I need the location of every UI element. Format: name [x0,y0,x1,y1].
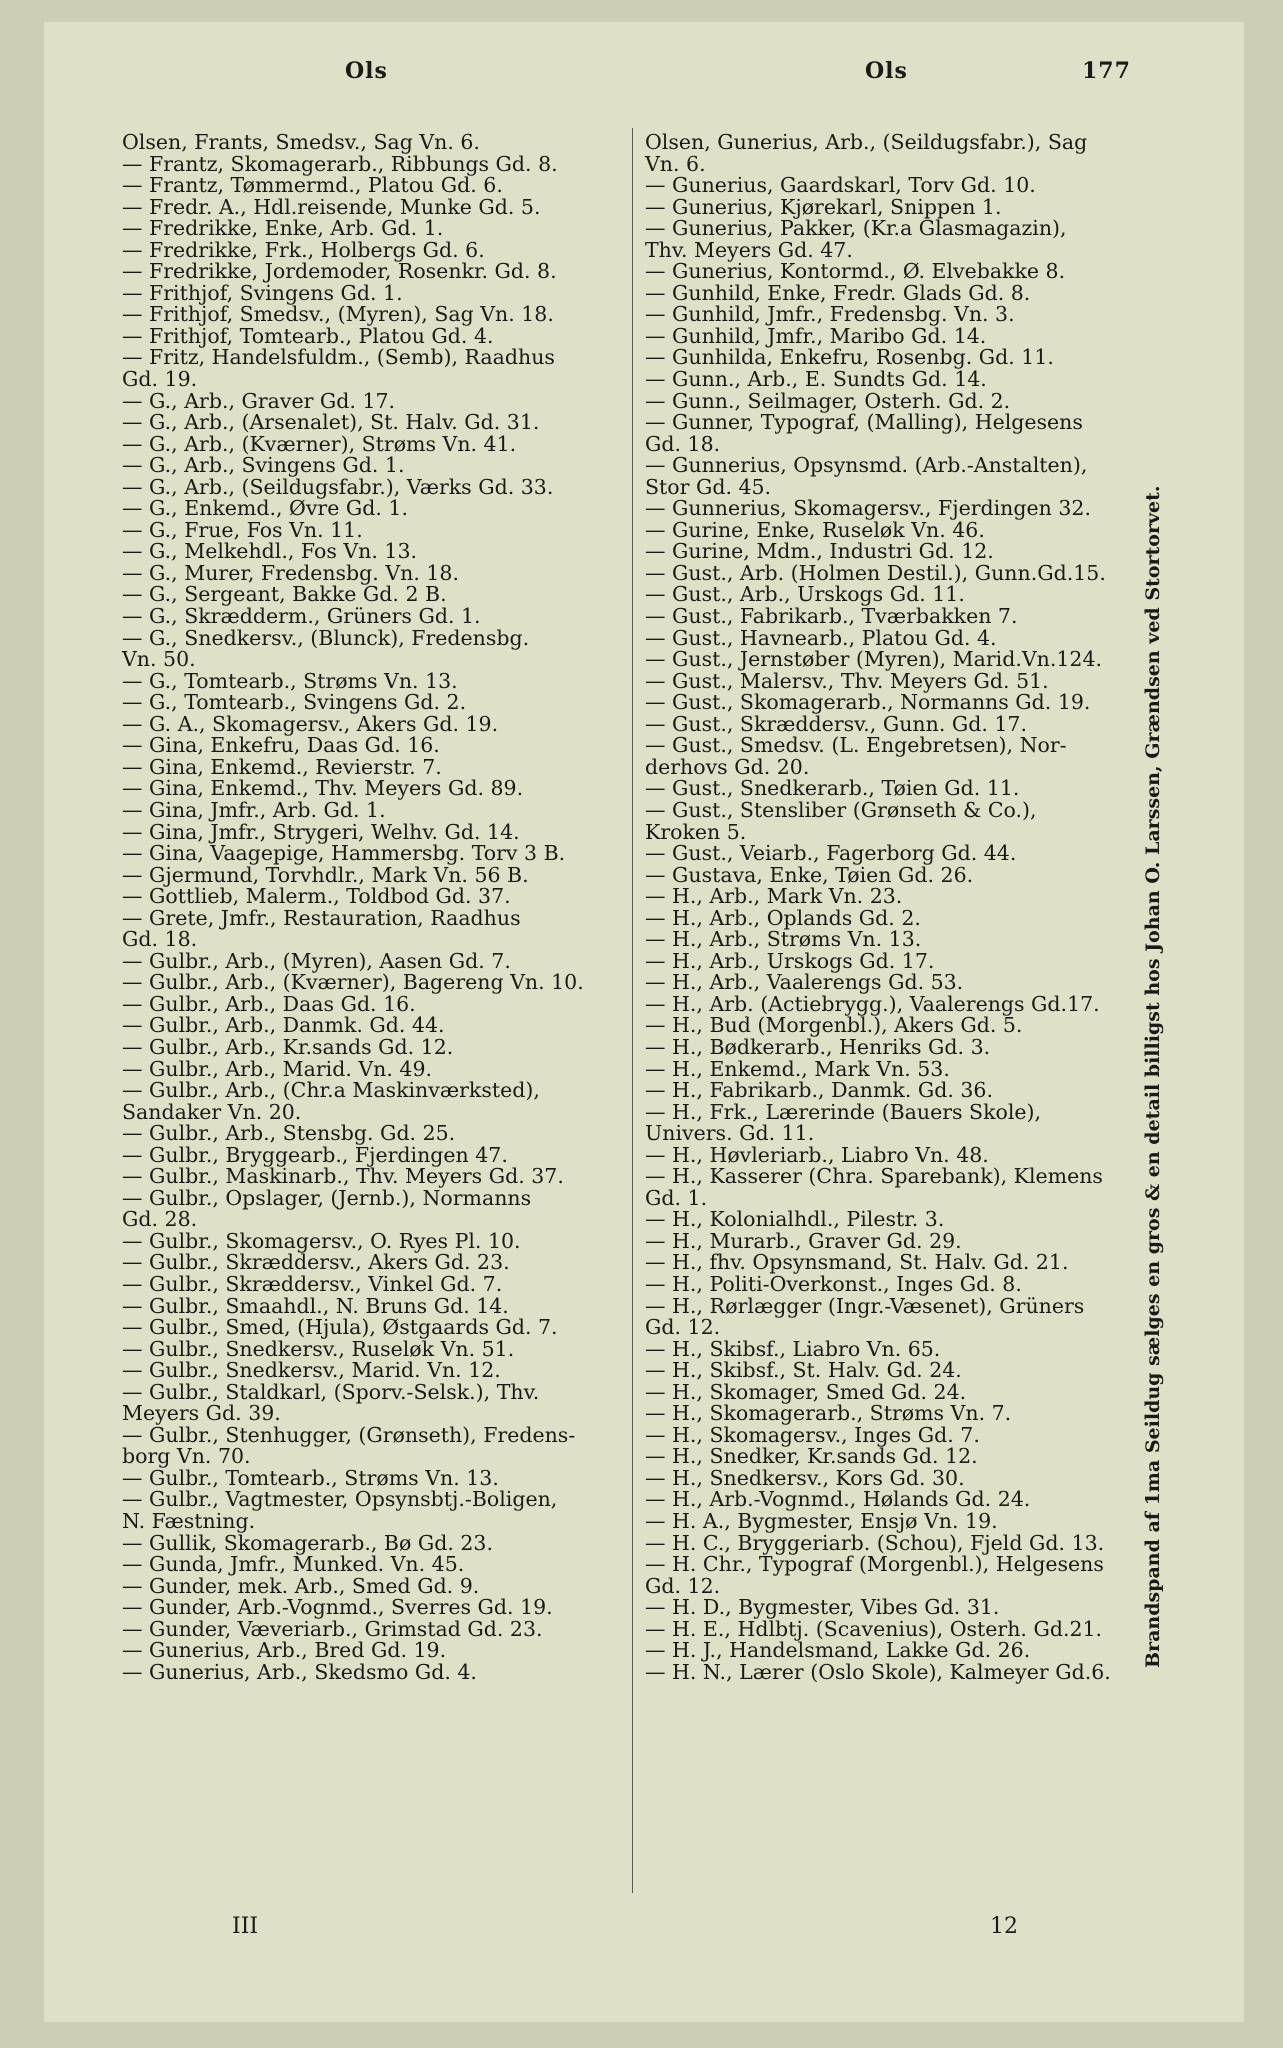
directory-entry-line: — Gunerius, Kontormd., Ø. Elvebakke 8. [645,259,1066,284]
directory-entry-line: — Gina, Vaagepige, Hammersbg. Torv 3 B. [122,841,566,866]
directory-entry-line: — Gust., Skræddersv., Gunn. Gd. 17. [645,711,1027,736]
directory-entry-line: — H., Arb., Urskogs Gd. 17. [645,948,935,973]
directory-entry-line: — H., Arb.-Vognmd., Hølands Gd. 24. [645,1487,1031,1512]
directory-entry-line: — Gulbr., Smed, (Hjula), Østgaards Gd. 7. [122,1315,558,1340]
directory-entry-line: — Gulbr., Arb., Danmk. Gd. 44. [122,1013,445,1038]
directory-entry-line: — Gunder, mek. Arb., Smed Gd. 9. [122,1573,480,1598]
directory-entry-line: — Gust., Stensliber (Grønseth & Co.), [645,797,1037,822]
directory-entry-line: — G., Frue, Fos Vn. 11. [122,517,363,542]
directory-entry-line: — H., Bødkerarb., Henriks Gd. 3. [645,1034,991,1059]
directory-entry-line: borg Vn. 70. [122,1444,251,1469]
directory-entry-line: — Gurine, Enke, Ruseløk Vn. 46. [645,517,985,542]
directory-entry-line: — Gulbr., Arb., (Chr.a Maskinværksted), [122,1078,540,1103]
directory-entry-line: Gd. 28. [122,1207,198,1232]
directory-entry-line: — Gulbr., Stenhugger, (Grønseth), Fredens- [122,1422,576,1447]
directory-entry-line: — Gust., Jernstøber (Myren), Marid.Vn.124. [645,647,1103,672]
directory-entry-line: Gd. 12. [645,1315,721,1340]
directory-entry-line: — Fredrikke, Frk., Holbergs Gd. 6. [122,237,485,262]
directory-entry-line: — Gunn., Arb., E. Sundts Gd. 14. [645,367,987,392]
directory-entry-line: — Gullik, Skomagerarb., Bø Gd. 23. [122,1530,493,1555]
directory-entry-line: — Gulbr., Arb., (Kværner), Bagereng Vn. 10. [122,970,584,995]
directory-entry-line: — Gust., Fabrikarb., Tværbakken 7. [645,604,1018,629]
directory-entry-line: Gd. 18. [645,431,721,456]
directory-entry-line: — G., Melkehdl., Fos Vn. 13. [122,539,417,564]
left-column [122,132,622,1683]
directory-entry-line: — H., Arb., Oplands Gd. 2. [645,905,921,930]
directory-entry-line: — Fredrikke, Enke, Arb. Gd. 1. [122,216,444,241]
directory-entry-line: — H., Politi-Overkonst., Inges Gd. 8. [645,1271,1022,1296]
directory-entry-line: — H. A., Bygmester, Ensjø Vn. 19. [645,1509,998,1533]
right-column [645,132,1133,1683]
directory-entry-line: — Gina, Jmfr., Arb. Gd. 1. [122,797,386,822]
directory-entry-line: — H., Bud (Morgenbl.), Akers Gd. 5. [645,1013,1023,1038]
directory-entry-line: — G., Tomtearb., Svingens Gd. 2. [122,690,467,715]
directory-entry-line: — Gulbr., Skræddersv., Akers Gd. 23. [122,1250,510,1275]
directory-entry-line: — H., Skomagersv., Inges Gd. 7. [645,1422,980,1447]
directory-entry-line: — H., Snedkersv., Kors Gd. 30. [645,1465,965,1490]
directory-entry-line: — G., Tomtearb., Strøms Vn. 13. [122,668,458,693]
directory-entry-line: — Gunder, Arb.-Vognmd., Sverres Gd. 19. [122,1595,553,1620]
directory-entry-line: — H., Arb., Vaalerengs Gd. 53. [645,970,964,995]
directory-entry-line: — H., Kolonialhdl., Pilestr. 3. [645,1207,945,1232]
directory-entry-line: — Gulbr., Arb., Marid. Vn. 49. [122,1056,433,1081]
directory-entry-line: — Gulbr., Opslager, (Jernb.), Normanns [122,1185,532,1210]
directory-entry-line: — G., Enkemd., Øvre Gd. 1. [122,496,408,521]
directory-entry-line: — Gunerius, Kjørekarl, Snippen 1. [645,194,1002,219]
directory-entry-line: Stor Gd. 45. [645,474,772,499]
directory-entry-line: derhovs Gd. 20. [645,754,810,779]
directory-entry-line: Thv. Meyers Gd. 47. [645,237,853,262]
directory-entry-line: — Gust., Skomagerarb., Normanns Gd. 19. [645,690,1091,715]
directory-entry-line: — H., Skomager, Smed Gd. 24. [645,1379,967,1404]
directory-entry-line: — H., Arb., Strøms Vn. 13. [645,927,922,952]
footer-sheet-number: 12 [990,1914,1018,1939]
directory-entry-line: — Gust., Arb. (Holmen Destil.), Gunn.Gd.15. [645,560,1106,585]
directory-entry-line: — Gulbr., Tomtearb., Strøms Vn. 13. [122,1465,499,1490]
directory-entry-line: — H., Murarb., Graver Gd. 29. [645,1228,962,1253]
directory-entry-line: — Gulbr., Arb., Stensbg. Gd. 25. [122,1121,456,1146]
directory-entry-line: — Gunhild, Jmfr., Fredensbg. Vn. 3. [645,302,1015,327]
directory-entry-line: — Gulbr., Snedkersv., Marid. Vn. 12. [122,1358,501,1383]
directory-entry-line: — Gust., Smedsv. (L. Engebretsen), Nor- [645,733,1067,758]
directory-entry-line: — Gunerius, Gaardskarl, Torv Gd. 10. [645,173,1036,198]
directory-entry-line: — Gust., Snedkerarb., Tøien Gd. 11. [645,776,1020,801]
directory-entry-line: — H., fhv. Opsynsmand, St. Halv. Gd. 21. [645,1250,1069,1275]
running-head-left: Ols [345,58,388,84]
directory-entry-line: — Gulbr., Vagtmester, Opsynsbtj.-Boligen, [122,1487,558,1512]
directory-entry-line: — Gunda, Jmfr., Munked. Vn. 45. [122,1552,465,1577]
directory-entry-line: — Gulbr., Snedkersv., Ruseløk Vn. 51. [122,1336,515,1361]
directory-entry-line: Vn. 50. [122,647,196,672]
directory-entry-line: — G., Arb., Svingens Gd. 1. [122,453,405,478]
column-divider [632,128,633,1893]
directory-entry-line: — H. N., Lærer (Oslo Skole), Kalmeyer Gd.6. [645,1659,1111,1684]
directory-entry-line: — Frantz, Tømmermd., Platou Gd. 6. [122,173,503,198]
directory-entry-line: — H., Enkemd., Mark Vn. 53. [645,1056,950,1081]
directory-entry-line: — Fredrikke, Jordemoder, Rosenkr. Gd. 8. [122,259,557,284]
directory-entry-line: — Gunerius, Arb., Skedsmo Gd. 4. [122,1659,477,1684]
directory-entry-line: — Gunner, Typograf, (Malling), Helgesens [645,410,1083,435]
directory-entry-line: — Gust., Arb., Urskogs Gd. 11. [645,582,965,607]
directory-entry-line: — Frantz, Skomagerarb., Ribbungs Gd. 8. [122,151,558,176]
directory-entry-line: — Grete, Jmfr., Restauration, Raadhus [122,905,521,930]
directory-entry-line: — Gunder, Væveriarb., Grimstad Gd. 23. [122,1616,543,1641]
directory-entry-line: — Gunnerius, Skomagersv., Fjerdingen 32. [645,496,1091,521]
directory-entry-line: Gd. 1. [645,1185,708,1210]
directory-entry-line: — Gunn., Seilmager, Osterh. Gd. 2. [645,388,1011,413]
directory-entry-line: — Fredr. A., Hdl.reisende, Munke Gd. 5. [122,194,541,219]
directory-entry-line: — Frithjof, Tomtearb., Platou Gd. 4. [122,323,494,348]
directory-entry-line: Olsen, Frants, Smedsv., Sag Vn. 6. [122,130,480,154]
directory-entry-line: — Gulbr., Smaahdl., N. Bruns Gd. 14. [122,1293,509,1318]
directory-entry-line: — H., Arb., Mark Vn. 23. [645,884,903,909]
directory-entry-line: Olsen, Gunerius, Arb., (Seildugsfabr.), Sag [645,130,1088,154]
directory-entry-line: — Gulbr., Arb., Kr.sands Gd. 12. [122,1034,454,1059]
directory-entry-line: — H., Rørlægger (Ingr.-Væsenet), Grüners [645,1293,1085,1318]
directory-entry-line: — Gulbr., Skomagersv., O. Ryes Pl. 10. [122,1228,521,1253]
directory-entry-line: — H., Skomagerarb., Strøms Vn. 7. [645,1401,1012,1426]
directory-entry-line: — Gust., Havnearb., Platou Gd. 4. [645,625,997,650]
directory-entry-line: — Gunerius, Arb., Bred Gd. 19. [122,1638,447,1663]
directory-entry-line: — G., Skrædderm., Grüners Gd. 1. [122,604,481,629]
directory-entry-line: Vn. 6. [645,151,706,176]
sidebar-advertisement: Brandspand af 1ma Seildug sælges en gros & en detail billigst hos Johan O. Larssen, Grændsen ved Stortorvet. [1142,485,1164,1668]
directory-entry-line: — Gjermund, Torvhdlr., Mark Vn. 56 B. [122,862,529,887]
directory-entry-line: — H. E., Hdlbtj. (Scavenius), Osterh. Gd.21. [645,1616,1103,1641]
directory-entry-line: — Gunhild, Jmfr., Maribo Gd. 14. [645,323,987,348]
directory-entry-line: — Gina, Jmfr., Strygeri, Welhv. Gd. 14. [122,819,520,844]
directory-entry-line: — Gurine, Mdm., Industri Gd. 12. [645,539,994,564]
directory-entry-line: — G., Arb., (Seildugsfabr.), Værks Gd. 33. [122,474,554,499]
directory-entry-line: — Gulbr., Maskinarb., Thv. Meyers Gd. 37. [122,1164,564,1189]
directory-entry-line: — Gulbr., Arb., (Myren), Aasen Gd. 7. [122,948,511,973]
directory-entry-line: — H., Frk., Lærerinde (Bauers Skole), [645,1099,1042,1124]
directory-entry-line: — Gottlieb, Malerm., Toldbod Gd. 37. [122,884,511,909]
directory-entry-line: — Gina, Enkefru, Daas Gd. 16. [122,733,440,758]
directory-entry-line: — H. J., Handelsmand, Lakke Gd. 26. [645,1638,1031,1663]
directory-entry-line: — H., Arb. (Actiebrygg.), Vaalerengs Gd.17. [645,991,1100,1016]
directory-entry-line: Gd. 12. [645,1573,721,1598]
directory-entry-line: — H. Chr., Typograf (Morgenbl.), Helgesens [645,1552,1104,1577]
directory-entry-line: — G., Arb., (Kværner), Strøms Vn. 41. [122,431,517,456]
directory-entry-line: — Fritz, Handelsfuldm., (Semb), Raadhus [122,345,555,370]
directory-entry-line: — H., Kasserer (Chra. Sparebank), Klemens [645,1164,1103,1189]
directory-entry-line: — H. C., Bryggeriarb. (Schou), Fjeld Gd. 13. [645,1530,1105,1555]
directory-entry-line: — Gulbr., Arb., Daas Gd. 16. [122,991,416,1016]
directory-entry-line: — Gina, Enkemd., Revierstr. 7. [122,754,442,779]
directory-entry-line: — H., Skibsf., Liabro Vn. 65. [645,1336,941,1361]
directory-entry-line: — G., Sergeant, Bakke Gd. 2 B. [122,582,447,607]
directory-entry-line: — Frithjof, Smedsv., (Myren), Sag Vn. 18. [122,302,554,327]
directory-entry-line: — Gulbr., Bryggearb., Fjerdingen 47. [122,1142,508,1167]
directory-entry-line: — Gunerius, Pakker, (Kr.a Glasmagazin), [645,216,1067,241]
directory-entry-line: — Gunhild, Enke, Fredr. Glads Gd. 8. [645,280,1031,305]
directory-entry-line: — G., Murer, Fredensbg. Vn. 18. [122,560,459,585]
directory-entry-line: — Gunhilda, Enkefru, Rosenbg. Gd. 11. [645,345,1054,370]
directory-entry-line: — Gulbr., Skræddersv., Vinkel Gd. 7. [122,1271,503,1296]
directory-entry-line: — H., Høvleriarb., Liabro Vn. 48. [645,1142,989,1167]
directory-entry-line: — Gulbr., Staldkarl, (Sporv.-Selsk.), Thv. [122,1379,540,1404]
directory-entry-line: — Gust., Veiarb., Fagerborg Gd. 44. [645,841,1017,866]
directory-entry-line: — G., Arb., (Arsenalet), St. Halv. Gd. 31. [122,410,540,435]
footer-signature: III [232,1914,259,1939]
directory-entry-line: — Gina, Enkemd., Thv. Meyers Gd. 89. [122,776,524,801]
directory-entry-line: N. Fæstning. [122,1509,256,1533]
directory-entry-line: — H., Snedker, Kr.sands Gd. 12. [645,1444,978,1469]
directory-entry-line: — H., Skibsf., St. Halv. Gd. 24. [645,1358,962,1383]
directory-entry-line: Gd. 18. [122,927,198,952]
page-number: 177 [1082,58,1131,84]
directory-entry-line: Sandaker Vn. 20. [122,1099,302,1124]
directory-entry-line: — Frithjof, Svingens Gd. 1. [122,280,403,305]
directory-entry-line: — Gunnerius, Opsynsmd. (Arb.-Anstalten), [645,453,1088,478]
directory-entry-line: Univers. Gd. 11. [645,1121,815,1146]
directory-entry-line: Kroken 5. [645,819,747,844]
directory-entry-line: — H. D., Bygmester, Vibes Gd. 31. [645,1595,1000,1620]
directory-entry-line: — G., Snedkersv., (Blunck), Fredensbg. [122,625,530,650]
running-head-center: Ols [865,58,908,84]
directory-entry-line: — Gustava, Enke, Tøien Gd. 26. [645,862,974,887]
directory-entry-line: — G. A., Skomagersv., Akers Gd. 19. [122,711,499,736]
directory-entry-line: Meyers Gd. 39. [122,1401,281,1426]
directory-entry-line: — G., Arb., Graver Gd. 17. [122,388,396,413]
directory-entry-line: — H., Fabrikarb., Danmk. Gd. 36. [645,1078,993,1103]
directory-entry-line: — Gust., Malersv., Thv. Meyers Gd. 51. [645,668,1049,693]
directory-entry-line: Gd. 19. [122,367,198,392]
